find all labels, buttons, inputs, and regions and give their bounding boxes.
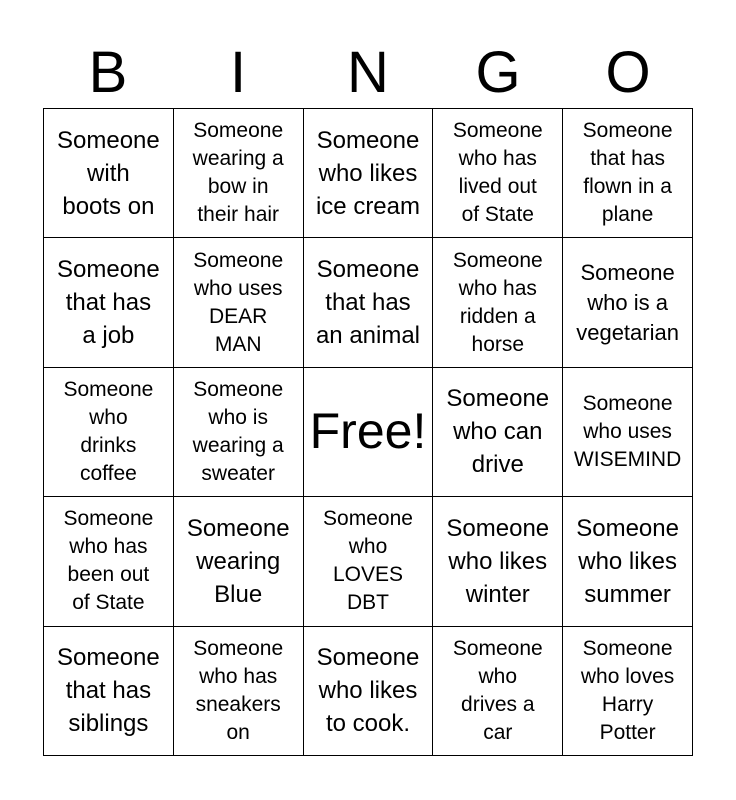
cell-label: Someone who LOVES DBT <box>323 507 413 615</box>
bingo-cell[interactable] <box>304 238 434 367</box>
bingo-cell[interactable] <box>174 109 304 238</box>
bingo-cell[interactable] <box>433 497 563 626</box>
cell-label: Someone who uses WISEMIND <box>573 391 682 471</box>
bingo-cell[interactable] <box>174 368 304 497</box>
bingo-cell[interactable] <box>433 238 563 367</box>
bingo-cell[interactable] <box>433 109 563 238</box>
cell-label: Someone with boots on <box>57 126 160 220</box>
cell-label: Someone who likes to cook. <box>316 644 420 738</box>
bingo-cell[interactable] <box>174 497 304 626</box>
bingo-board <box>43 108 693 756</box>
bingo-cell[interactable] <box>44 627 174 756</box>
cell-label: Someone who drinks coffee <box>63 377 154 485</box>
header-letter-b: B <box>88 40 128 105</box>
bingo-cell[interactable] <box>44 238 174 367</box>
cell-label: Someone that has a job <box>57 256 160 350</box>
bingo-cell[interactable] <box>563 109 693 238</box>
bingo-cell[interactable] <box>433 368 563 497</box>
bingo-cell[interactable] <box>304 627 434 756</box>
cell-label: Someone that has flown in a plane <box>582 119 673 227</box>
cell-label: Someone wearing a bow in their hair <box>192 119 284 227</box>
cell-label: Someone who likes summer <box>576 514 679 608</box>
cell-label: Someone wearing Blue <box>186 514 290 608</box>
bingo-cell[interactable] <box>563 497 693 626</box>
bingo-cell[interactable] <box>563 368 693 497</box>
free-space-label: Free! <box>309 403 427 460</box>
header-letter-i: I <box>229 40 247 105</box>
cell-label: Someone who has sneakers on <box>193 636 284 744</box>
bingo-cell[interactable] <box>563 627 693 756</box>
cell-label: Someone who loves Harry Potter <box>580 636 675 744</box>
free-space-cell[interactable] <box>304 368 434 497</box>
header-letter-o: O <box>605 40 651 105</box>
bingo-cell[interactable] <box>44 497 174 626</box>
cell-label: Someone that has an animal <box>315 256 421 350</box>
bingo-header <box>43 38 693 108</box>
cell-label: Someone who likes winter <box>446 514 550 608</box>
cell-label: Someone who is a vegetarian <box>576 259 679 345</box>
bingo-cell[interactable] <box>433 627 563 756</box>
cell-label: Someone who has been out of State <box>63 507 154 615</box>
cell-label: Someone who has ridden a horse <box>452 248 543 356</box>
cell-label: Someone who likes ice cream <box>315 126 420 220</box>
bingo-cell[interactable] <box>304 109 434 238</box>
bingo-cell[interactable] <box>304 497 434 626</box>
cell-label: Someone who is wearing a sweater <box>192 377 284 485</box>
header-letter-n: N <box>347 40 389 105</box>
bingo-cell[interactable] <box>174 238 304 367</box>
cell-label: Someone that has siblings <box>57 644 160 738</box>
bingo-cell[interactable] <box>44 368 174 497</box>
bingo-cell[interactable] <box>174 627 304 756</box>
cell-label: Someone who can drive <box>446 385 550 479</box>
header-letter-g: G <box>475 40 521 105</box>
cell-label: Someone who has lived out of State <box>452 119 543 227</box>
bingo-cell[interactable] <box>44 109 174 238</box>
cell-label: Someone who drives a car <box>452 636 543 744</box>
cell-label: Someone who uses DEAR MAN <box>193 248 284 356</box>
bingo-cell[interactable] <box>563 238 693 367</box>
